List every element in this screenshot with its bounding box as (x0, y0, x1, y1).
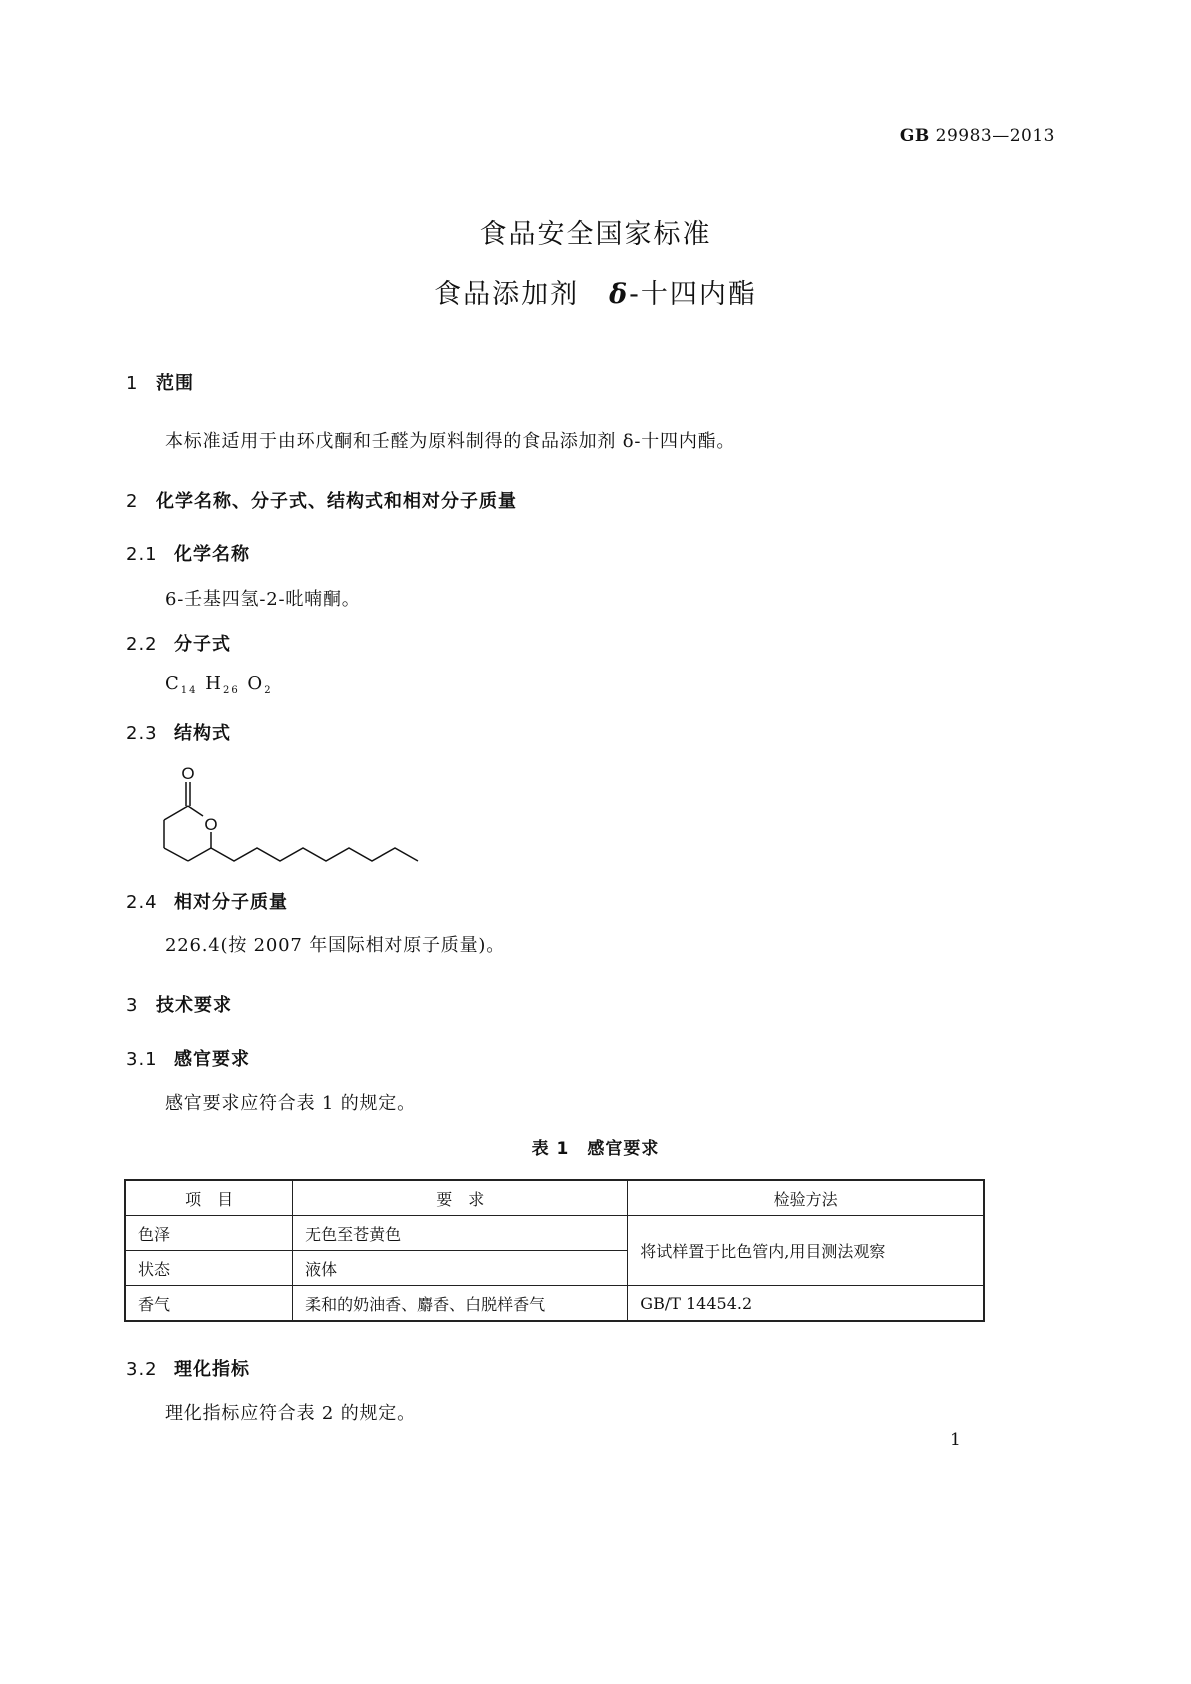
subtitle-delta: δ (609, 279, 630, 310)
header-item: 项 目 (125, 1180, 293, 1216)
header-test-method: 检验方法 (628, 1180, 984, 1216)
header-requirement: 要 求 (293, 1180, 628, 1216)
sensory-requirements-table (124, 1179, 985, 1322)
table-1-caption: 表 1 感官要求 (531, 1139, 660, 1159)
chemical-name-text: 6-壬基四氢-2-吡喃酮。 (165, 589, 361, 610)
section-3-2-text: 理化指标应符合表 2 的规定。 (165, 1403, 416, 1424)
table-cell-requirement: 无色至苍黄色 (293, 1216, 628, 1251)
table-cell-method: GB/T 14454.2 (628, 1286, 984, 1322)
table-cell-method-merged: 将试样置于比色管内,用目测法观察 (628, 1216, 984, 1286)
carbonyl-oxygen-label: O (181, 764, 195, 783)
structural-formula (150, 760, 430, 870)
document-subtitle (0, 272, 1191, 311)
table-row (125, 1216, 984, 1251)
subtitle-rest: -十四内酯 (629, 279, 757, 310)
section-2-4-heading: 2.4 相对分子质量 (126, 892, 288, 913)
table-row (125, 1286, 984, 1322)
subtitle-prefix: 食品添加剂 (434, 279, 580, 310)
table-cell-requirement: 液体 (293, 1251, 628, 1286)
section-2-2-heading: 2.2 分子式 (126, 634, 231, 655)
section-3-2-heading: 3.2 理化指标 (126, 1359, 250, 1380)
section-2-3-heading: 2.3 结构式 (126, 723, 231, 744)
ring-oxygen-label: O (204, 815, 218, 834)
section-2-1-heading: 2.1 化学名称 (126, 544, 250, 565)
section-3-heading: 3 技术要求 (126, 995, 232, 1016)
standard-prefix: GB (899, 126, 930, 146)
section-2-heading: 2 化学名称、分子式、结构式和相对分子质量 (126, 491, 517, 512)
section-3-1-heading: 3.1 感官要求 (126, 1049, 250, 1070)
standard-code (900, 126, 1055, 146)
molecular-formula: $C_{14}$ $H_{26}$ $O_2$ (165, 673, 273, 696)
section-3-1-text: 感官要求应符合表 1 的规定。 (165, 1093, 416, 1114)
standard-number: 29983—2013 (935, 126, 1055, 146)
table-cell-item: 色泽 (125, 1216, 293, 1251)
molecular-mass-text: 226.4(按 2007 年国际相对原子质量)。 (165, 935, 506, 956)
section-1-text: 本标准适用于由环戊酮和壬醛为原料制得的食品添加剂 δ-十四内酯。 (165, 431, 736, 452)
table-cell-requirement: 柔和的奶油香、麝香、白脱样香气 (293, 1286, 628, 1322)
page-number: 1 (950, 1430, 961, 1450)
table-cell-item: 状态 (125, 1251, 293, 1286)
section-1-heading: 1 范围 (126, 373, 194, 394)
table-header-row (125, 1180, 984, 1216)
table-cell-item: 香气 (125, 1286, 293, 1322)
document-title: 食品安全国家标准 (479, 219, 712, 250)
